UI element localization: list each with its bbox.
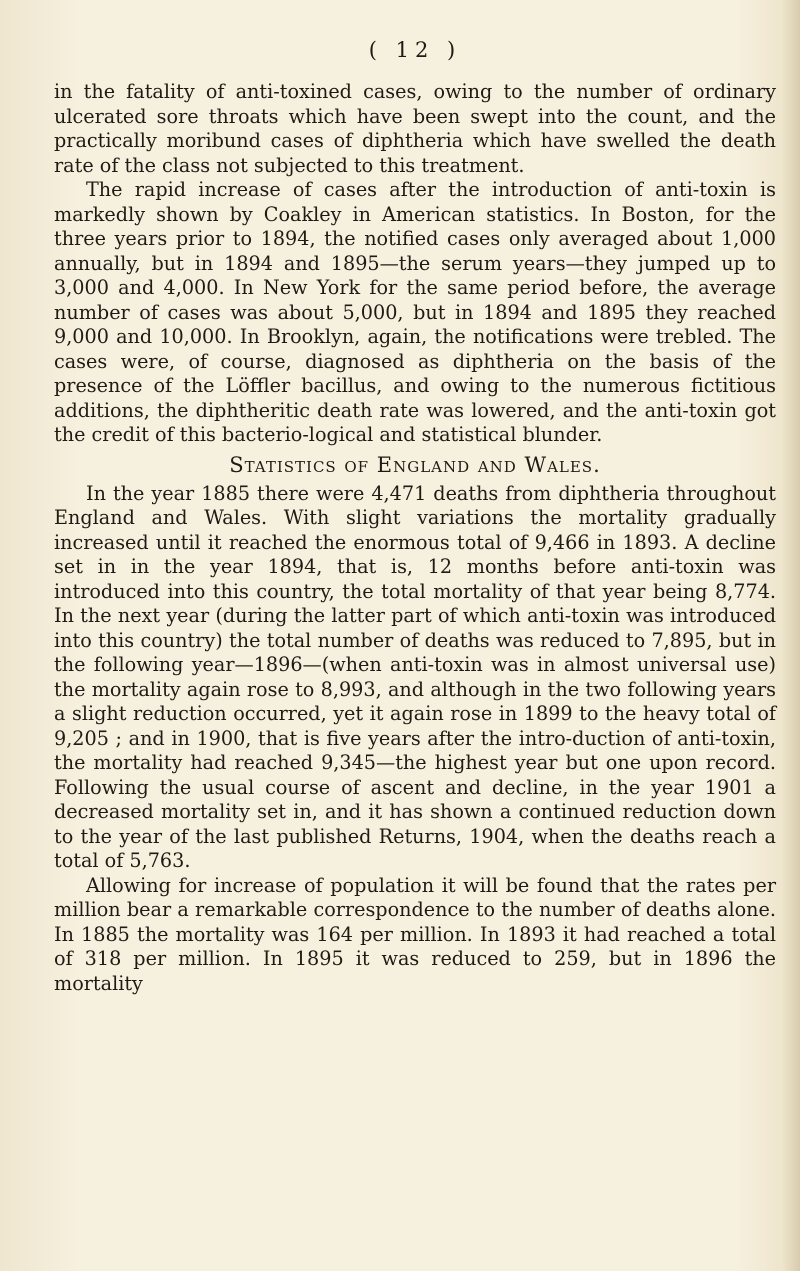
page-edge-shadow: [782, 0, 800, 1271]
page-number: ( 12 ): [368, 38, 462, 62]
paragraph-american-statistics: The rapid increase of cases after the introduction of anti-toxin is markedly shown by Coakley in American statistics. In Boston, for the three years prior to 1894, the notified cases only averaged about 1,000 annually, but in 1894 and 1895—the serum years—they jumped up to 3,000 and 4,000. In New York for the same period before, the average number of cases was about 5,000, but in 1894 and 1895 they reached 9,000 and 10,000. In Brooklyn, again, the notifications were trebled. The cases were, of course, diagnosed as diphtheria on the basis of the presence of the Löffler bacillus, and owing to the numerous fictitious additions, the diphtheritic death rate was lowered, and the anti-toxin got the credit of this bacterio-logical and statistical blunder.: [54, 178, 776, 446]
paragraph-england-wales: In the year 1885 there were 4,471 deaths from diphtheria throughout England and Wales. With slight variations the mortality gradually increased until it reached the enormous total of 9,466 in 1893. A decline set in in the year 1894, that is, 12 months before anti-toxin was introduced into this country, the total mortality of that year being 8,774. In the next year (during the latter part of which anti-toxin was introduced into this country) the total number of deaths was reduced to 7,895, but in the following year—1896—(when anti-toxin was in almost universal use) the mortality again rose to 8,993, and although in the two following years a slight reduction occurred, yet it again rose in 1899 to the heavy total of 9,205 ; and in 1900, that is five years after the intro-duction of anti-toxin, the mortality had reached 9,345—the highest year but one upon record. Following the usual course of ascent and decline, in the year 1901 a decreased mortality set in, and it has shown a continued reduction down to the year of the last published Returns, 1904, when the deaths reach a total of 5,763.: [54, 481, 776, 872]
paragraph-continuation: in the fatality of anti-toxined cases, owing to the number of ordinary ulcerated sore throats which have been swept into the count, and the practically moribund cases of diphtheria which have swelled the death rate of the class not subjected to this treatment.: [54, 80, 776, 177]
section-heading: Statistics of England and Wales.: [229, 452, 601, 477]
paragraph-rates-per-million: Allowing for increase of population it will be found that the rates per million bear a remarkable correspondence to the number of deaths alone. In 1885 the mortality was 164 per million. In 1893 it had reached a total of 318 per million. In 1895 it was reduced to 259, but in 1896 the mortality: [54, 873, 776, 995]
